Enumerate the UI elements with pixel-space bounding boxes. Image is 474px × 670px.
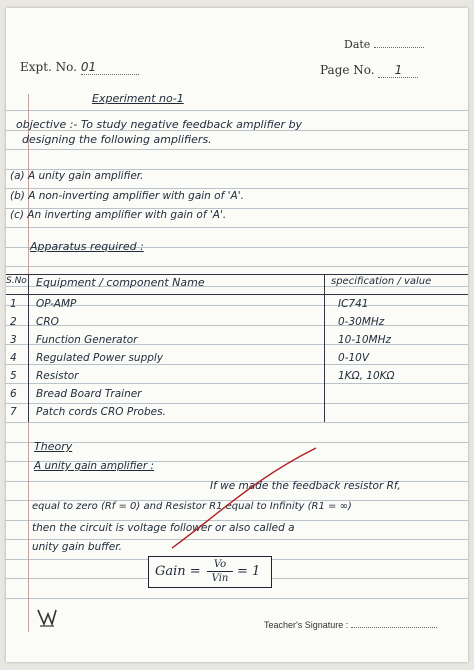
row-equipment: Function Generator <box>36 334 138 346</box>
gain-result: = 1 <box>237 564 261 579</box>
gain-label: Gain = <box>155 564 201 579</box>
teacher-signature: Teacher's Signature : <box>264 620 437 630</box>
page-title: Experiment no-1 <box>92 92 184 105</box>
row-equipment: Patch cords CRO Probes. <box>36 406 166 418</box>
row-sno: 3 <box>10 334 17 346</box>
corner-logo-icon <box>36 606 58 628</box>
item-b: (b) A non-inverting amplifier with gain of 'A'. <box>10 190 244 202</box>
objective-line-1: objective :- To study negative feedback amplifier by <box>16 118 303 131</box>
row-sno: 7 <box>10 406 17 418</box>
objective-line-2: designing the following amplifiers. <box>22 133 212 146</box>
row-sno: 1 <box>10 298 17 310</box>
col-spec: specification / value <box>331 276 432 287</box>
item-a: (a) A unity gain amplifier. <box>10 170 144 182</box>
row-spec: IC741 <box>338 298 369 310</box>
date-label: Date <box>344 38 424 51</box>
col-equipment: Equipment / component Name <box>36 276 205 289</box>
expt-no: Expt. No. 01 <box>20 60 139 75</box>
row-spec: 0-10V <box>338 352 370 364</box>
gain-fraction <box>207 559 233 584</box>
row-sno: 2 <box>10 316 17 328</box>
theory-line-1: If we made the feedback resistor Rf, <box>210 480 401 492</box>
theory-line-3: then the circuit is voltage follower or also called a <box>32 522 295 534</box>
fraction-denominator: Vin <box>211 573 229 584</box>
row-sno: 6 <box>10 388 17 400</box>
apparatus-heading: Apparatus required : <box>30 240 144 253</box>
item-c: (c) An inverting amplifier with gain of 'A'. <box>10 209 227 221</box>
row-sno: 5 <box>10 370 17 382</box>
theory-line-2: equal to zero (Rf = 0) and Resistor R1 equal to Infinity (R1 = ∞) <box>32 501 352 512</box>
row-equipment: CRO <box>36 316 59 328</box>
row-spec: 1KΩ, 10KΩ <box>338 370 395 382</box>
notebook-page <box>6 8 468 662</box>
theory-heading: Theory <box>34 440 73 453</box>
expt-no-value: 01 <box>81 60 139 75</box>
row-equipment: OP-AMP <box>36 298 77 310</box>
row-spec: 0-30MHz <box>338 316 385 328</box>
row-equipment: Bread Board Trainer <box>36 388 142 400</box>
fraction-numerator: Vo <box>213 559 227 570</box>
row-equipment: Resistor <box>36 370 79 382</box>
col-sno: S.No <box>6 276 27 286</box>
theory-subheading: A unity gain amplifier : <box>34 460 155 472</box>
page-no: Page No. 1 <box>320 63 418 78</box>
row-sno: 4 <box>10 352 17 364</box>
theory-line-4: unity gain buffer. <box>32 541 122 553</box>
fraction-bar <box>207 571 233 572</box>
row-spec: 10-10MHz <box>338 334 391 346</box>
gain-formula-box <box>148 556 272 588</box>
page-no-value: 1 <box>378 63 418 78</box>
row-equipment: Regulated Power supply <box>36 352 164 364</box>
